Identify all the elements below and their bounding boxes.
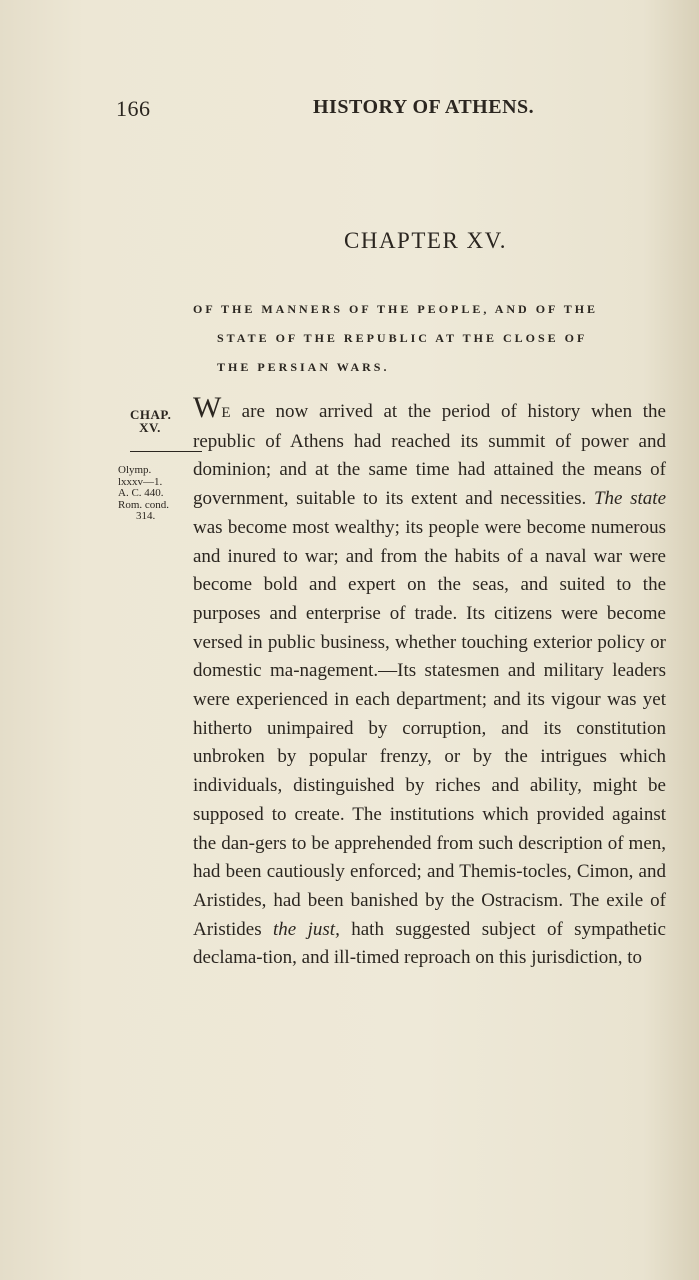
body-part-3: hath suggested subject of sympathetic declama-tion, and ill-timed reproach on this jurisdiction, to [193,918,666,969]
dropcap: W [193,391,222,424]
chapter-summary-line-1: OF THE MANNERS OF THE PEOPLE, AND OF THE [193,302,599,316]
chapter-summary [193,295,669,382]
bleed-through-text [220,138,680,164]
body-part-1: are now arrived at the period of history when the republic of Athens had reached its summit of power and dominion; and at the same time had attained the means of government, suitable to its extent and necessities. [193,401,666,510]
margin-ac: A. C. 440. [118,487,164,499]
body-part-2: was become most wealthy; its people were become numerous and inured to war; and from the habits of a naval war were become bold and expert on the seas, and suited to the purposes and enterprise of trade. Its citizens were become versed in public business, whether touching exterior policy or domestic ma-nagement.—Its statesmen and military leaders were experienced in each department; and its vigour was yet hitherto unimpaired by corruption, and its constitution unbroken by popular frenzy, or by the intrigues which individuals, distinguished by riches and ability, might be supposed to create. The institutions which provided against the dan-gers to be apprehended from such description of men, had been cautiously enforced; and Themis-tocles, Cimon, and Aristides, had been banished by the Ostracism. The exile of Aristides [193,516,666,940]
margin-chap: CHAP. [130,407,172,422]
chapter-summary-line-2: STATE OF THE REPUBLIC AT THE CLOSE OF [217,331,588,345]
first-word-rest: E [221,405,231,421]
margin-rom: Rom. cond. [118,498,170,511]
body-italic-1: The state [593,488,666,510]
running-head [116,96,556,126]
book-title: HISTORY OF ATHENS. [313,96,535,118]
margin-chapter-label [130,408,170,434]
chapter-title: CHAPTER XV. [344,228,508,253]
chapter-summary-line-3: THE PERSIAN WARS. [217,360,390,374]
margin-chap-number: XV. [139,420,161,435]
margin-olymp-number: lxxxv—1. [118,475,163,488]
margin-rule [130,451,202,452]
body-italic-2: the just, [273,918,340,940]
body-text [193,391,666,973]
page-number: 166 [116,96,151,121]
margin-olymp: Olymp. [118,464,152,476]
margin-rom-number: 314. [136,510,156,522]
margin-date-note [118,465,200,523]
